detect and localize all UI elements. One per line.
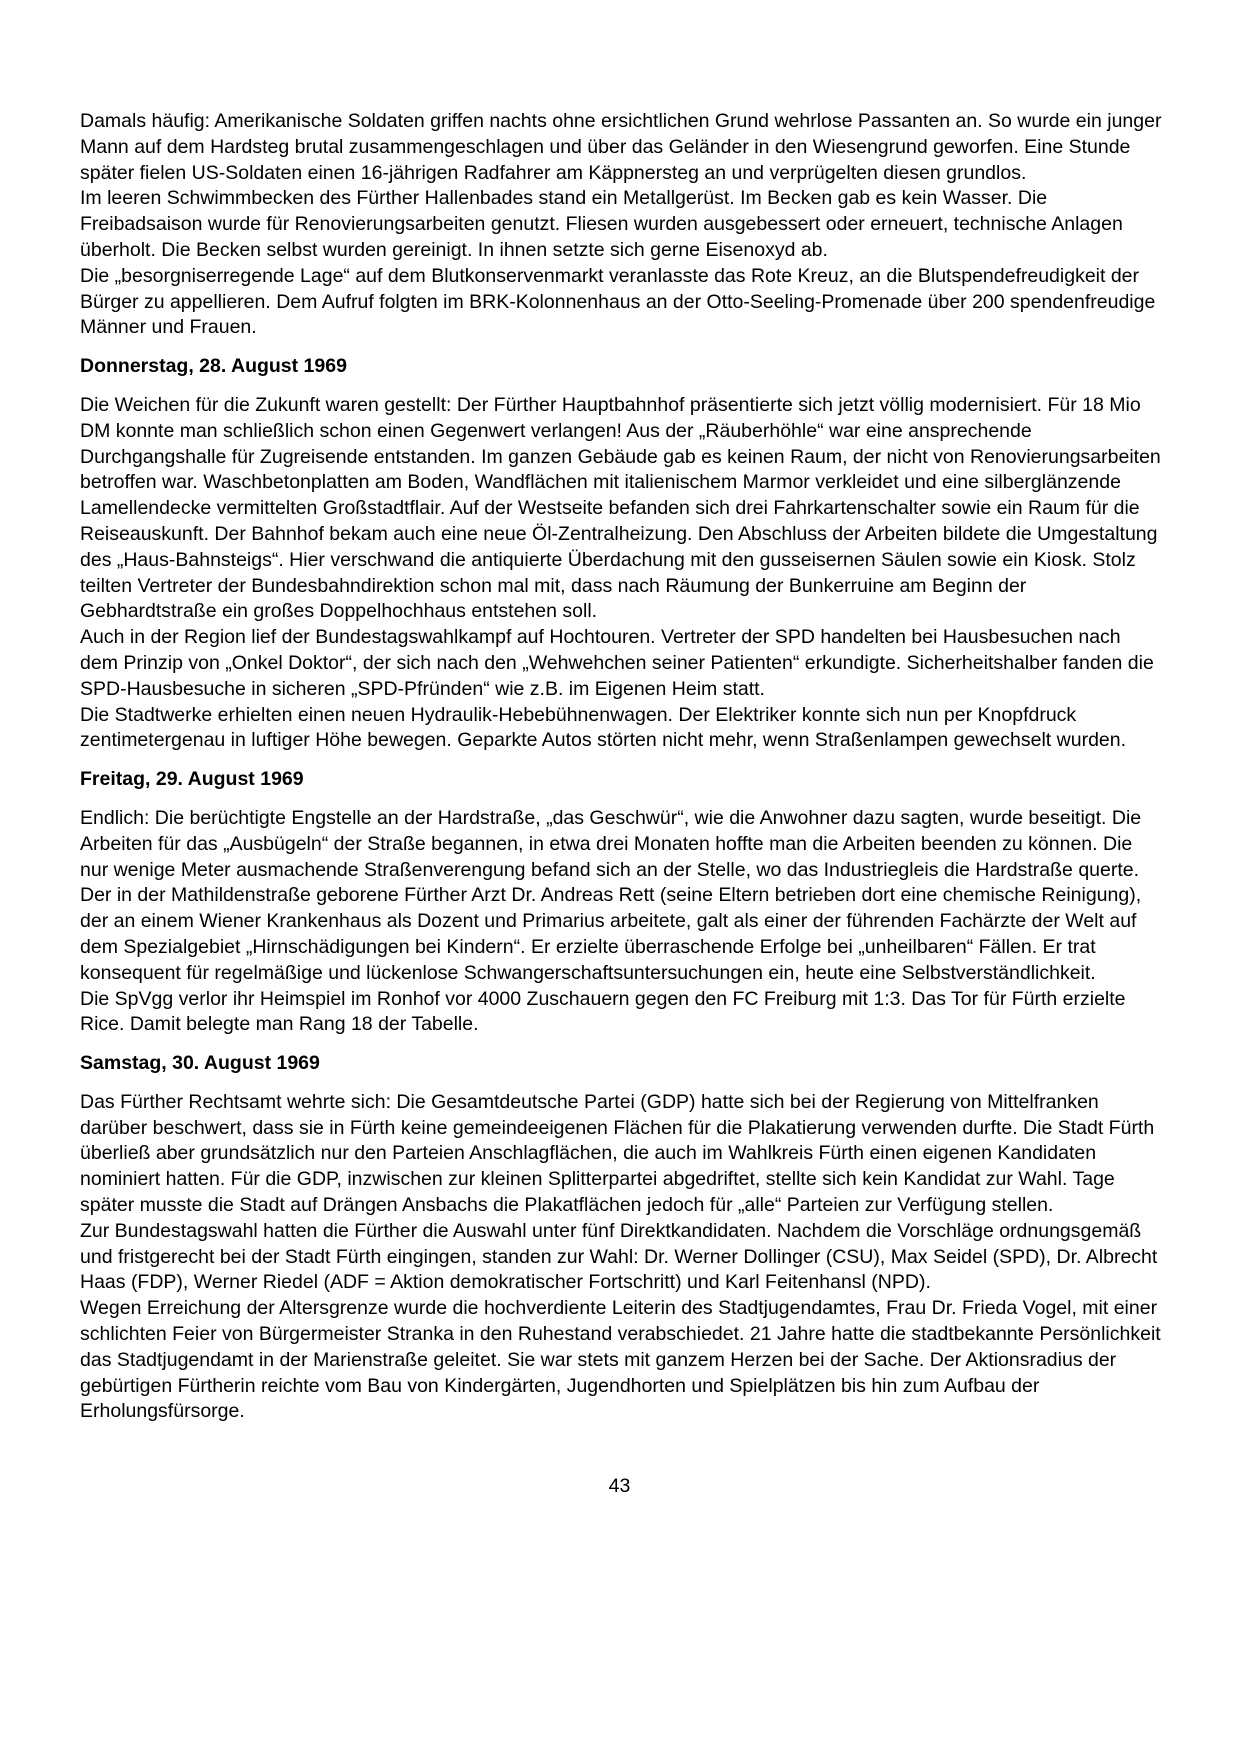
section-heading: Freitag, 29. August 1969 [80,768,304,791]
section-heading: Donnerstag, 28. August 1969 [80,355,347,378]
document-content [80,109,1162,1425]
page-number: 43 [608,1475,631,1497]
paragraph: Endlich: Die berüchtigte Engstelle an der Hardstraße, „das Geschwür“, wie die Anwohner dazu sagten, wurde beseitigt. Die Arbeiten für das „Ausbügeln“ der Straße begannen, in etwa drei Monaten hoffte man die Arbeiten beenden zu können. Die nur wenige Meter ausmachende Straßenverengung befand sich an der Stelle, wo das Industriegleis die Hardstraße querte. [80,806,1142,881]
paragraph: Die „besorgniserregende Lage“ auf dem Blutkonservenmarkt veranlasste das Rote Kreuz, an die Blutspendefreudigkeit der Bürger zu appellieren. Dem Aufruf folgten im BRK-Kolonnenhaus an der Otto-Seeling-Promenade über 200 spendenfreudige Männer und Frauen. [80,264,1156,339]
paragraph: Das Fürther Rechtsamt wehrte sich: Die Gesamtdeutsche Partei (GDP) hatte sich bei der Regierung von Mittelfranken darüber beschwert, dass sie in Fürth keine gemeindeeigenen Flächen für die Plakatierung verwenden durfte. Die Stadt Fürth überließ aber grundsätzlich nur den Parteien Anschlagflächen, die auch im Wahlkreis Fürth einen eigenen Kandidaten nominiert hatten. Für die GDP, inzwischen zur kleinen Splitterpartei abgedriftet, stellte sich kein Kandidat zur Wahl. Tage später musste die Stadt auf Drängen Ansbachs die Plakatflächen jedoch für „alle“ Parteien zur Verfügung stellen. [80,1090,1155,1217]
paragraph: Wegen Erreichung der Altersgrenze wurde die hochverdiente Leiterin des Stadtjugendamtes, Frau Dr. Frieda Vogel, mit einer schlichten Feier von Bürgermeister Stranka in den Ruhestand verabschiedet. 21 Jahre hatte die stadtbekannte Persönlichkeit das Stadtjugendamt in der Marienstraße geleitet. Sie war stets mit ganzem Herzen bei der Sache. Der Aktionsradius der gebürtigen Fürtherin reichte vom Bau von Kindergärten, Jugendhorten und Spielplätzen bis hin zum Aufbau der Erholungsfürsorge. [80,1297,1161,1423]
paragraph: Zur Bundestagswahl hatten die Fürther die Auswahl unter fünf Direktkandidaten. Nachdem die Vorschläge ordnungsgemäß und fristgerecht bei der Stadt Fürth eingingen, standen zur Wahl: Dr. Werner Dollinger (CSU), Max Seidel (SPD), Dr. Albrecht Haas (FDP), Werner Riedel (ADF = Aktion demokratischer Fortschritt) und Karl Feitenhansl (NPD). [80,1219,1158,1294]
paragraph: Die Stadtwerke erhielten einen neuen Hydraulik-Hebebühnenwagen. Der Elektriker konnte sich nun per Knopfdruck zentimetergenau in luftiger Höhe bewegen. Geparkte Autos störten nicht mehr, wenn Straßenlampen gewechselt wurden. [80,703,1127,752]
paragraph: Auch in der Region lief der Bundestagswahlkampf auf Hochtouren. Vertreter der SPD handelten bei Hausbesuchen nach dem Prinzip von „Onkel Doktor“, der sich nach den „Wehwehchen seiner Patienten“ erkundigte. Sicherheitshalber fanden die SPD-Hausbesuche in sicheren „SPD-Pfründen“ wie z.B. im Eigenen Heim statt. [80,626,1154,700]
paragraph: Damals häufig: Amerikanische Soldaten griffen nachts ohne ersichtlichen Grund wehrlose Passanten an. So wurde ein junger Mann auf dem Hardsteg brutal zusammengeschlagen und über das Geländer in den Wiesengrund geworfen. Eine Stunde später fielen US-Soldaten einen 16-jährigen Radfahrer am Käppnersteg an und verprügelten diesen grundlos. [80,110,1162,184]
paragraph: Der in der Mathildenstraße geborene Fürther Arzt Dr. Andreas Rett (seine Eltern betrieben dort eine chemische Reinigung), der an einem Wiener Krankenhaus als Dozent und Primarius arbeitete, galt als einer der führenden Fachärzte der Welt auf dem Spezialgebiet „Hirnschädigungen bei Kindern“. Er erzielte überraschende Erfolge bei „unheilbaren“ Fällen. Er trat konsequent für regelmäßige und lückenlose Schwangerschaftsuntersuchungen ein, heute eine Selbstverständlichkeit. [80,884,1142,984]
paragraph: Die SpVgg verlor ihr Heimspiel im Ronhof vor 4000 Zuschauern gegen den FC Freiburg mit 1:3. Das Tor für Fürth erzielte Rice. Damit belegte man Rang 18 der Tabelle. [80,987,1126,1036]
section-heading: Samstag, 30. August 1969 [80,1052,320,1075]
paragraph: Im leeren Schwimmbecken des Fürther Hallenbades stand ein Metallgerüst. Im Becken gab es kein Wasser. Die Freibadsaison wurde für Renovierungsarbeiten genutzt. Fliesen wurden ausgebessert oder erneuert, technische Anlagen überholt. Die Becken selbst wurden gereinigt. In ihnen setzte sich gerne Eisenoxyd ab. [80,187,1123,261]
paragraph: Die Weichen für die Zukunft waren gestellt: Der Fürther Hauptbahnhof präsentierte sich jetzt völlig modernisiert. Für 18 Mio DM konnte man schließlich schon einen Gegenwert verlangen! Aus der „Räuberhöhle“ war eine ansprechende Durchgangshalle für Zugreisende entstanden. Im ganzen Gebäude gab es keinen Raum, der nicht von Renovierungsarbeiten betroffen war. Waschbetonplatten am Boden, Wandflächen mit italienischem Marmor verkleidet und eine silberglänzende Lamellendecke vermittelten Großstadtflair. Auf der Westseite befanden sich drei Fahrkartenschalter sowie ein Raum für die Reiseauskunft. Der Bahnhof bekam auch eine neue Öl-Zentralheizung. Den Abschluss der Arbeiten bildete die Umgestaltung des „Haus-Bahnsteigs“. Hier verschwand die antiquierte Überdachung mit den gusseisernen Säulen sowie ein Kiosk. Stolz teilten Vertreter der Bundesbahndirektion schon mal mit, dass nach Räumung der Bunkerruine am Beginn der Gebhardtstraße ein großes Doppelhochhaus entstehen soll. [80,393,1161,623]
